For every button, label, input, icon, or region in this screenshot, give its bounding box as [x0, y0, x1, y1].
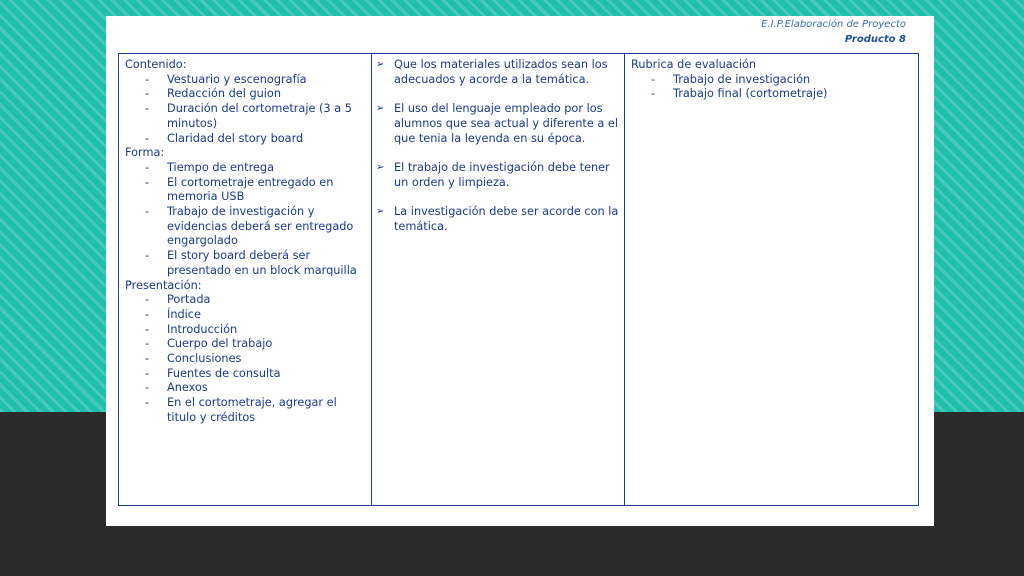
- evaluation-table: [118, 53, 919, 506]
- list-item: - Portada: [125, 293, 365, 308]
- presentacion-list: [125, 293, 365, 425]
- arrow-bullet-icon: ➢: [376, 59, 385, 70]
- observation-text: La investigación debe ser acorde con la temática.: [394, 204, 619, 233]
- list-item: - Redacción del guion: [125, 87, 365, 102]
- section-label-forma: Forma:: [125, 146, 165, 160]
- observations-column: [372, 54, 625, 505]
- list-item: [376, 58, 620, 87]
- list-item: - Introducción: [125, 323, 365, 338]
- section-label-contenido: Contenido:: [125, 58, 187, 71]
- list-item: [376, 160, 620, 190]
- observation-text: Que los materiales utilizados sean los adecuados y acorde a la temática.: [394, 58, 608, 86]
- list-item: [376, 102, 620, 146]
- list-item: - Trabajo de investigación y evidencias deberá ser entregado engargolado: [125, 205, 365, 249]
- forma-list: [125, 161, 365, 279]
- list-item: - Claridad del story board: [125, 132, 365, 147]
- list-item: - Fuentes de consulta: [125, 367, 365, 382]
- section-label-presentacion: Presentación:: [125, 278, 202, 292]
- list-item: - Índice: [125, 308, 365, 323]
- list-item: - Duración del cortometraje (3 a 5 minutos): [125, 102, 365, 131]
- header-product-number: Producto 8: [844, 34, 906, 45]
- arrow-bullet-icon: ➢: [376, 205, 385, 217]
- list-item: - El story board deberá ser presentado en un block marquilla: [125, 249, 365, 278]
- list-item: - Trabajo final (cortometraje): [631, 87, 912, 102]
- rubric-list: [631, 73, 912, 102]
- list-item: - Anexos: [125, 381, 365, 396]
- rubric-column: [625, 54, 918, 505]
- arrow-bullet-icon: ➢: [376, 103, 385, 115]
- list-item: - Tiempo de entrega: [125, 161, 365, 176]
- list-item: - Conclusiones: [125, 352, 365, 367]
- list-item: - En el cortometraje, agregar el titulo y créditos: [125, 396, 365, 425]
- list-item: - El cortometraje entregado en memoria USB: [125, 176, 365, 205]
- contenido-list: [125, 73, 365, 147]
- list-item: - Trabajo de investigación: [631, 73, 912, 88]
- document-page: [106, 16, 934, 526]
- rubric-title: Rubrica de evaluación: [631, 58, 757, 71]
- observation-text: El uso del lenguaje empleado por los alumnos que sea actual y diferente a el que tenia la leyenda en su época.: [394, 102, 618, 145]
- list-item: - Cuerpo del trabajo: [125, 337, 365, 352]
- observations-list: [376, 58, 620, 234]
- arrow-bullet-icon: ➢: [376, 161, 385, 173]
- criteria-column: [119, 54, 372, 505]
- header-project-title: E.I.P.Elaboración de Proyecto: [761, 19, 906, 30]
- list-item: [376, 204, 620, 234]
- list-item: - Vestuario y escenografía: [125, 73, 365, 88]
- observation-text: El trabajo de investigación debe tener un orden y limpieza.: [394, 160, 610, 189]
